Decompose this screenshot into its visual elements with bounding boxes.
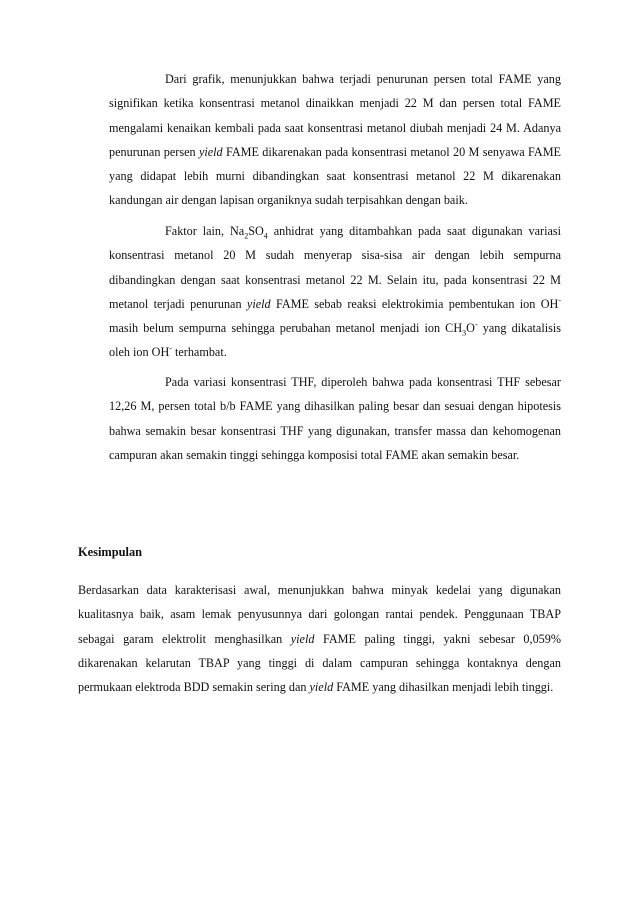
section-heading: Kesimpulan	[78, 545, 143, 559]
body-paragraph: Dari grafik, menunjukkan bahwa terjadi penurunan persen total FAME yang signifikan ketika konsentrasi metanol dinaikkan menjadi 22 M dan persen total FAME mengalami kenaikan kembali pada saat konsentrasi metanol diubah menjadi 24 M. Adanya penurunan persen yield FAME dikarenakan pada konsentrasi metanol 20 M senyawa FAME yang didapat lebih murni dibandingkan saat konsentrasi metanol 22 M dikarenakan kandungan air dengan lapisan organiknya sudah terpisahkan dengan baik.	[109, 72, 561, 208]
conclusion-paragraph: Berdasarkan data karakterisasi awal, menunjukkan bahwa minyak kedelai yang digunakan kualitasnya baik, asam lemak penyusunnya dari golongan rantai pendek. Penggunaan TBAP sebagai garam elektrolit menghasilkan yield FAME paling tinggi, yakni sebesar 0,059% dikarenakan kelarutan TBAP yang tinggi di dalam campuran sehingga kontaknya dengan permukaan elektroda BDD semakin sering dan yield FAME yang dihasilkan menjadi lebih tinggi.	[78, 583, 561, 695]
body-paragraph: Faktor lain, $Na_2SO_4$ anhidrat yang ditambahkan pada saat digunakan variasi konsentrasi metanol 20 M sudah menyerap sisa-sisa air dengan lebih sempurna dibandingkan dengan saat konsentrasi metanol 22 M. Selain itu, pada konsentrasi 22 M metanol terjadi penurunan yield FAME sebab reaksi elektrokimia pembentukan ion OH- masih belum sempurna sehingga perubahan metanol menjadi ion $CH_3O^-$ yang dikatalisis oleh ion OH- terhambat.	[109, 224, 562, 360]
body-paragraph: Pada variasi konsentrasi THF, diperoleh bahwa pada konsentrasi THF sebesar 12,26 M, persen total b/b FAME yang dihasilkan paling besar dan sesuai dengan hipotesis bahwa semakin besar konsentrasi THF yang digunakan, transfer massa dan kehomogenan campuran akan semakin tinggi sehingga komposisi total FAME akan semakin besar.	[109, 375, 561, 462]
